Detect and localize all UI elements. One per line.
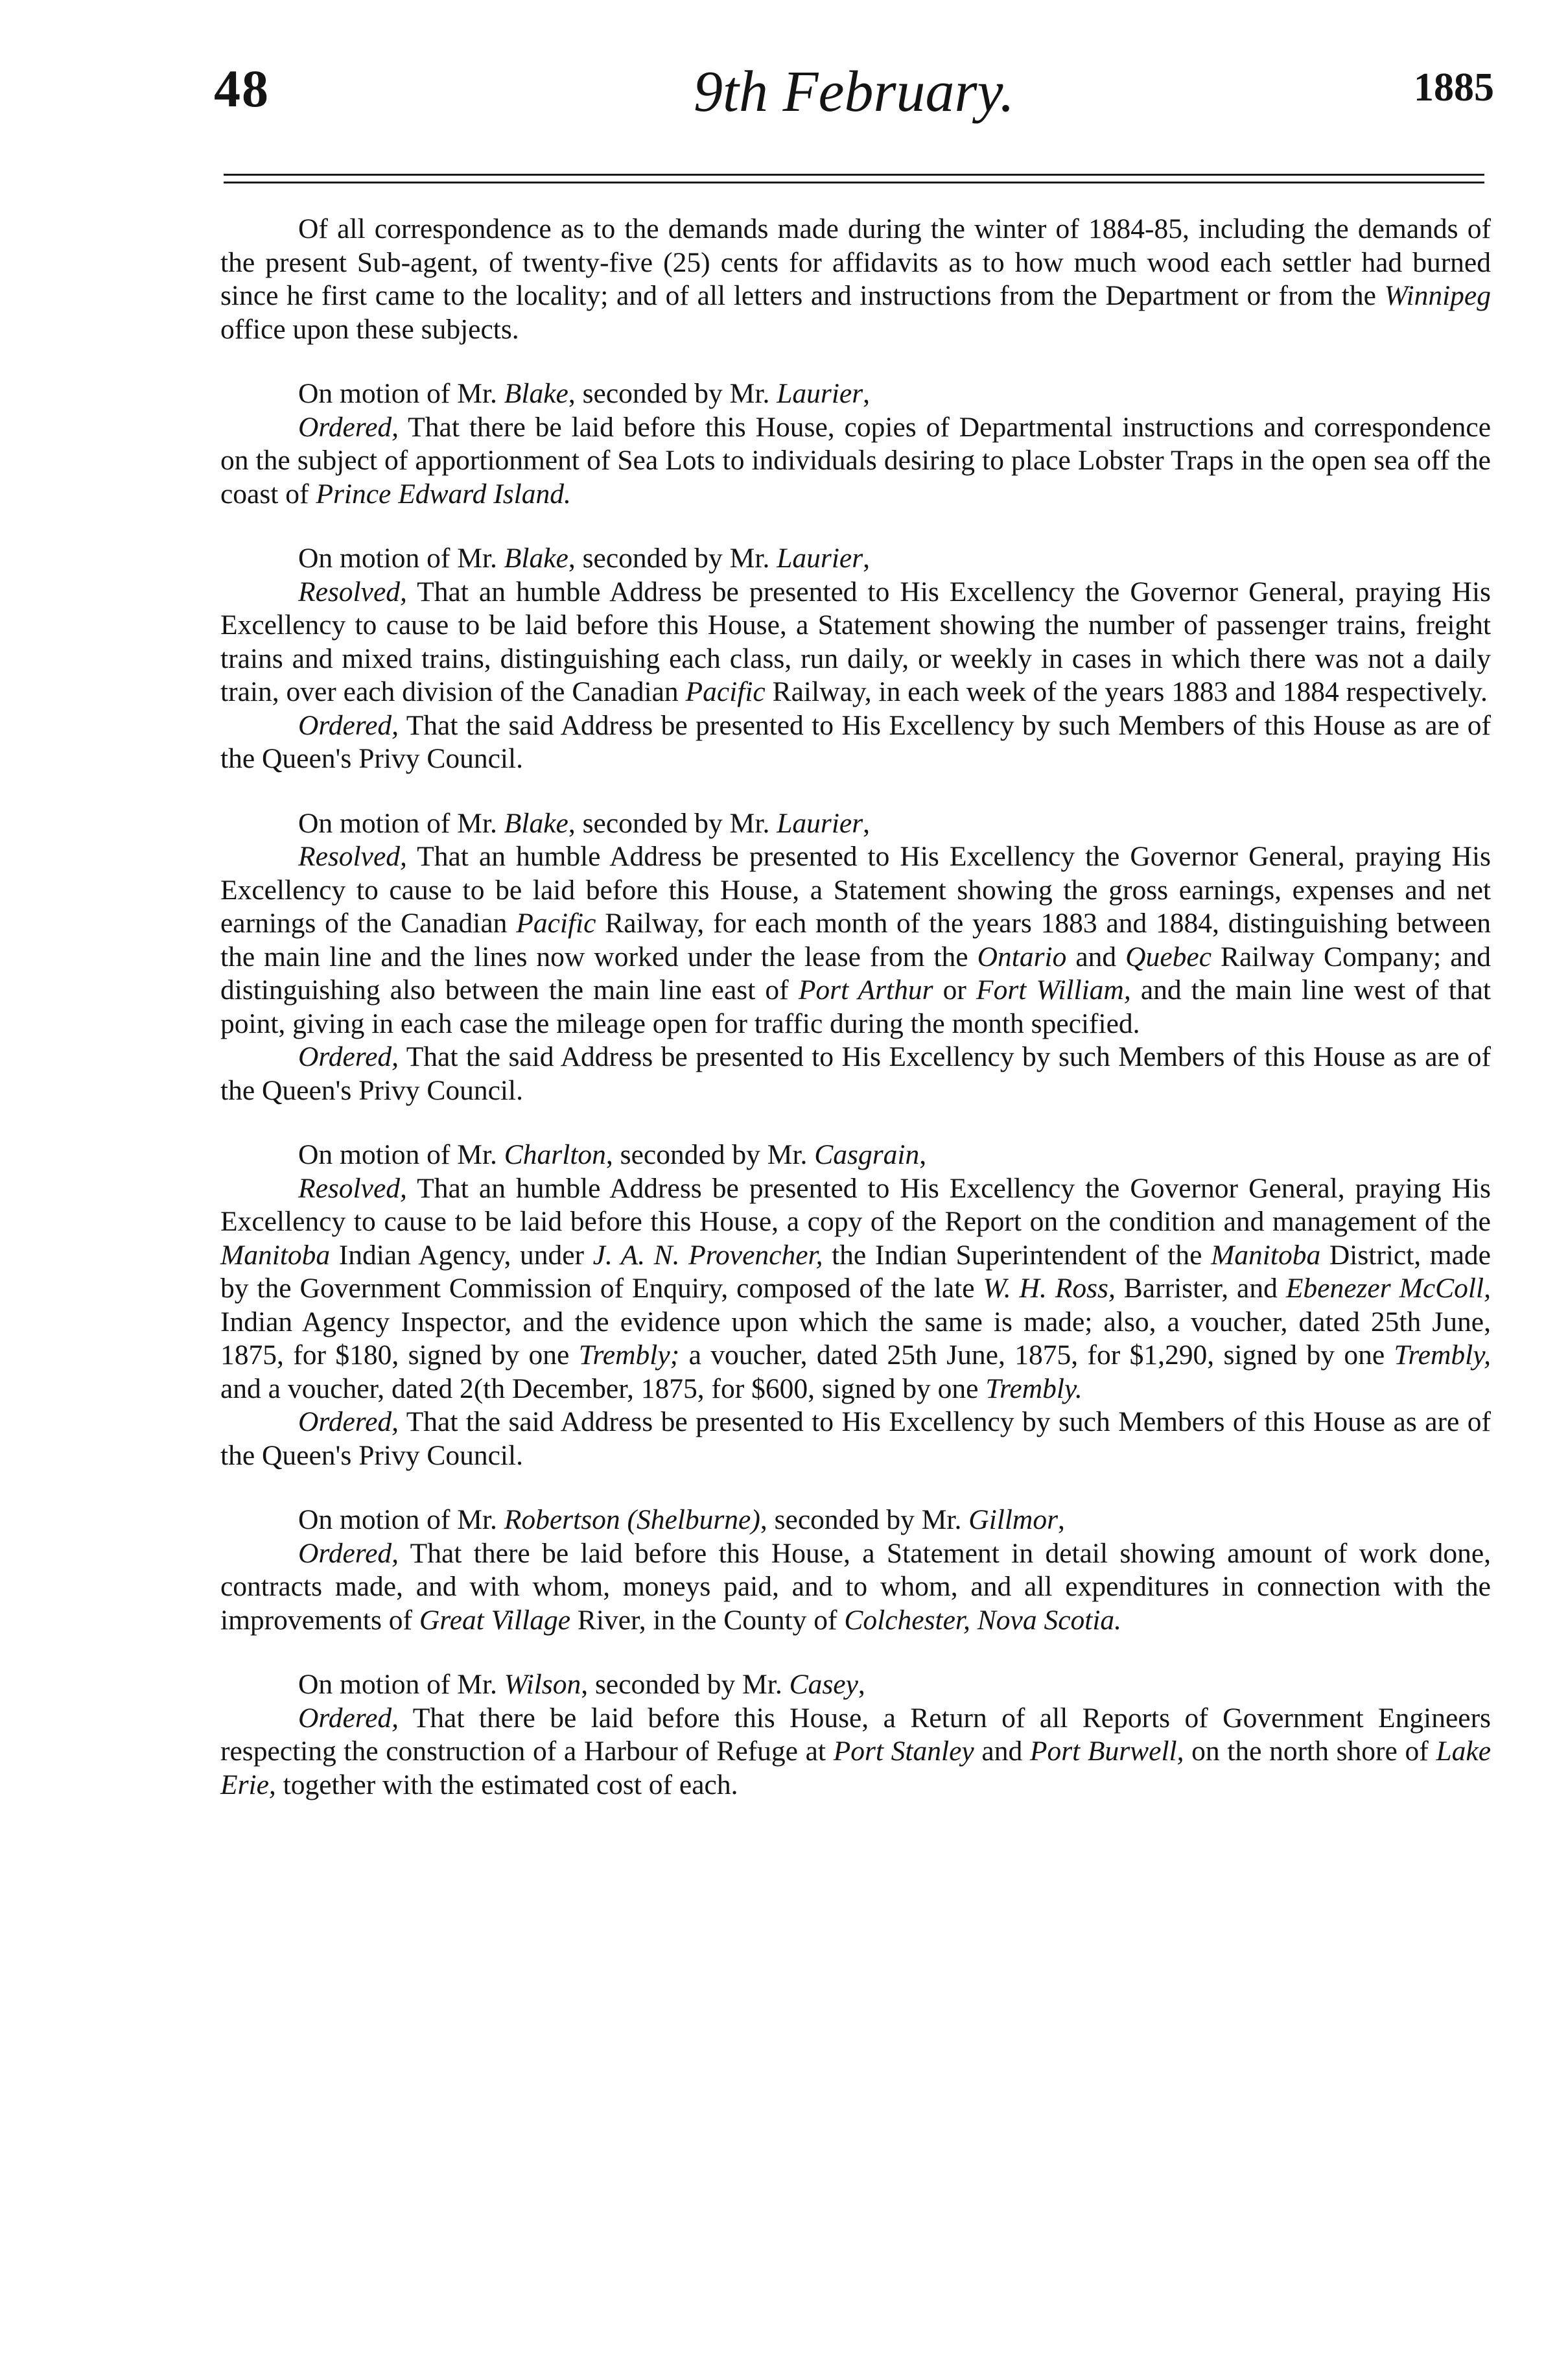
motion-line [220,1503,1491,1537]
resolved-text: and a voucher, dated 2(th December, 1875, for $600, signed by one [220,1373,986,1404]
seconder-name: Laurier [777,807,863,839]
mover-name: Robertson (Shelburne) [504,1504,760,1535]
ordered-tail: together with the estimated cost of each. [275,1769,738,1800]
ordered-text: River, in the County of [570,1604,845,1636]
resolved-text: Barrister, and [1115,1273,1286,1304]
seconded-text: , seconded by Mr. [760,1504,969,1535]
mover-name: Charlton [504,1139,606,1170]
motion-prefix: On motion of Mr. [298,807,504,839]
motion-prefix: On motion of Mr. [298,1139,504,1170]
place-name: Great Village [419,1604,571,1636]
motion-prefix: On motion of Mr. [298,543,504,574]
place-name: Pacific [685,676,766,707]
journal-body [220,213,1491,1833]
motion-line [220,807,1491,841]
punctuation: , [858,1669,865,1700]
ordered-text: That there be laid before this House, a Statement in detail showing amount of work done, contracts made, and with whom, moneys paid, and to whom, and all expenditures in connection with the improvements of [220,1537,1491,1636]
place-name: Manitoba [220,1239,331,1271]
resolved-paragraph [220,1172,1491,1406]
place-name: Lake Erie, [220,1736,1491,1800]
ordered-paragraph [220,1406,1491,1472]
ordered-label: Ordered, [298,1406,399,1437]
ordered-text: That the said Address be presented to His Excellency by such Members of this House as are of the Queen's Privy Council. [220,1406,1491,1471]
resolved-text: and [1066,941,1126,973]
punctuation: , [1058,1504,1065,1535]
resolved-text: That an humble Address be presented to His Excellency the Governor General, praying His Excellency to cause to be laid before this House, a copy of the Report on the condition and management of the [220,1172,1491,1237]
seconded-text: , seconded by Mr. [605,1139,815,1170]
ordered-paragraph [220,411,1491,512]
resolved-text: or [933,974,977,1006]
place-name: Port Stanley [833,1736,974,1767]
motion-line [220,1138,1491,1172]
ordered-label: Ordered, [298,1702,399,1734]
resolved-text: Railway Company; and distinguishing also between the main line east of [220,941,1492,1006]
ordered-text: That the said Address be presented to His Excellency by such Members of this House as are of the Queen's Privy Council. [220,1041,1491,1106]
entry-paragraph [220,213,1491,346]
person-name: Trembly; [578,1339,680,1371]
motion-line [220,1668,1491,1702]
ordered-paragraph [220,1702,1491,1802]
header-year: 1885 [1414,65,1494,110]
person-name: Trembly, [1394,1339,1491,1371]
mover-name: Wilson [504,1669,581,1700]
place-name: Ontario [977,941,1067,973]
person-name: Trembly. [985,1373,1082,1404]
place-name: Colchester, Nova Scotia. [844,1604,1122,1636]
person-name: W. H. Ross, [983,1273,1116,1304]
entry-text: Of all correspondence as to the demands made during the winter of 1884-85, including the demands of the present Sub-agent, of twenty-five (25) cents for affidavits as to how much wood each settler had burned since he first came to the locality; and of all letters and instructions from the Department or from the [220,213,1491,311]
page-number: 48 [214,59,270,118]
resolved-text: That an humble Address be presented to His Excellency the Governor General, praying His Excellency to cause to be laid before this House, a Statement showing the number of passenger trains, freight trains and mixed trains, distinguishing each class, run daily, or weekly in cases in which there was not a daily train, over each division of the Canadian [220,576,1491,707]
place-name: Quebec [1125,941,1212,973]
seconded-text: , seconded by Mr. [568,378,777,409]
resolved-text: Railway, in each week of the years 1883 and 1884 respectively. [765,676,1488,707]
motion-entry [220,1503,1491,1637]
resolved-text: Indian Agency, under [330,1239,593,1271]
place-name: Prince Edward Island. [316,478,571,510]
resolved-label: Resolved, [298,841,407,872]
motion-entry [220,377,1491,511]
mover-name: Blake [504,378,568,409]
place-name: Winnipeg [1384,280,1491,311]
ordered-paragraph [220,709,1491,776]
ordered-text: That there be laid before this House, a Return of all Reports of Government Engineers respecting the construction of a Harbour of Refuge at [220,1702,1491,1767]
resolved-text: District, made by the Government Commission of Enquiry, composed of the late [220,1239,1491,1304]
resolved-text: Indian Agency Inspector, and the evidence upon which the same is made; also, a voucher, dated 25th June, 1875, for $180, signed by one [220,1306,1491,1371]
motion-prefix: On motion of Mr. [298,1504,504,1535]
motion-entry [220,542,1491,776]
punctuation: , [863,543,871,574]
place-name: Pacific [516,908,596,939]
punctuation: , [863,378,871,409]
seconded-text: , seconded by Mr. [568,807,777,839]
motion-line [220,542,1491,576]
ordered-label: Ordered, [298,1537,399,1569]
ordered-paragraph [220,1537,1491,1638]
motion-entry [220,1668,1491,1802]
running-title: 9th February. [694,60,1014,124]
resolved-text: and the main line west of that point, giving in each case the mileage open for traffic during the month specified. [220,974,1491,1039]
person-name: J. A. N. Provencher, [592,1239,823,1271]
ordered-paragraph [220,1041,1491,1107]
ordered-text: on the north shore of [1184,1736,1436,1767]
motion-prefix: On motion of Mr. [298,1669,504,1700]
entry-continuation [220,213,1491,346]
seconder-name: Casey [789,1669,858,1700]
person-name: Ebenezer McColl, [1285,1273,1491,1304]
resolved-label: Resolved, [298,576,407,607]
motion-line [220,377,1491,411]
ordered-label: Ordered, [298,1041,399,1072]
motion-prefix: On motion of Mr. [298,378,504,409]
seconded-text: , seconded by Mr. [581,1669,790,1700]
resolved-label: Resolved, [298,1172,407,1204]
resolved-text: That an humble Address be presented to His Excellency the Governor General, praying His Excellency to cause to be laid before this House, a Statement showing the gross earnings, expenses and net earnings of the Canadian [220,841,1491,939]
place-name: Fort William, [976,974,1131,1006]
mover-name: Blake [504,807,568,839]
seconder-name: Laurier [777,378,863,409]
header-rule-bottom [224,182,1484,183]
page-header [214,58,1494,156]
place-name: Port Arthur [798,974,933,1006]
ordered-label: Ordered, [298,411,399,443]
place-name: Port Burwell, [1029,1736,1184,1767]
resolved-paragraph [220,576,1491,709]
motion-entry [220,1138,1491,1472]
place-name: Manitoba [1211,1239,1321,1271]
ordered-label: Ordered, [298,709,399,741]
punctuation: , [919,1139,927,1170]
ordered-text: That there be laid before this House, copies of Departmental instructions and correspondence on the subject of apportionment of Sea Lots to individuals desiring to place Lobster Traps in the open sea off the coast of [220,411,1491,510]
resolved-text: the Indian Superintendent of the [823,1239,1211,1271]
resolved-paragraph [220,840,1491,1041]
motion-entry [220,807,1491,1108]
mover-name: Blake [504,543,568,574]
seconded-text: , seconded by Mr. [568,543,777,574]
seconder-name: Casgrain [814,1139,920,1170]
entry-text: office upon these subjects. [220,313,519,345]
punctuation: , [863,807,871,839]
header-rule-top [224,174,1484,176]
resolved-text: Railway, for each month of the years 1883 and 1884, distinguishing between the main line and the lines now worked under the lease from the [220,908,1491,973]
seconder-name: Laurier [777,543,863,574]
resolved-text: a voucher, dated 25th June, 1875, for $1,290, signed by one [679,1339,1394,1371]
seconder-name: Gillmor [968,1504,1058,1535]
ordered-text: and [974,1736,1030,1767]
ordered-text: That the said Address be presented to His Excellency by such Members of this House as are of the Queen's Privy Council. [220,709,1491,774]
